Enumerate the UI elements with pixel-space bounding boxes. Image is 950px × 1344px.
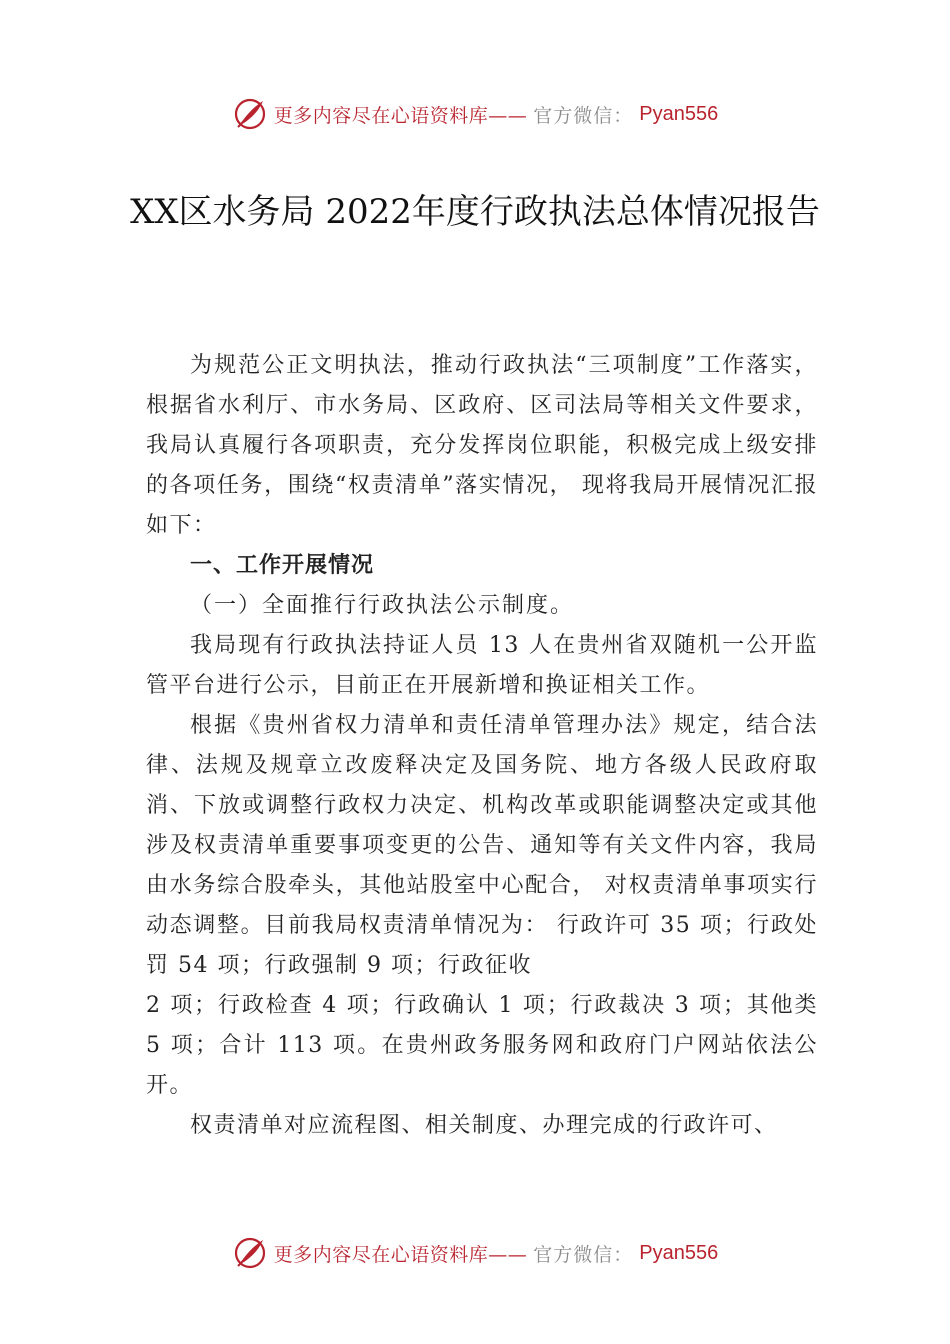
watermark-text: 更多内容尽在心语资料库—— [273,104,528,127]
watermark-wechat-label: 官方微信： [533,1243,634,1266]
footer-watermark [0,1233,950,1273]
watermark-wechat-id: Pyan556 [639,1241,719,1264]
document-body [146,346,818,1146]
watermark-text: 更多内容尽在心语资料库—— [273,1243,528,1266]
quill-pen-logo-icon [232,96,268,132]
quill-pen-logo-icon [232,1235,268,1271]
header-watermark [0,94,950,134]
intro-paragraph: 为规范公正文明执法，推动行政执法“三项制度”工作落实，根据省水利厅、市水务局、区政府、区司法局等相关文件要求，我局认真履行各项职责，充分发挥岗位职能，积极完成上级安排的各项任务，围绕“权责清单”落实情况， 现将我局开展情况汇报如下： [146,353,818,538]
document-title: XX区水务局 2022年度行政执法总体情况报告 [130,192,820,232]
watermark-wechat-id: Pyan556 [639,102,719,125]
body-paragraph-power-list-continued: 2 项；行政检查 4 项；行政确认 1 项；行政裁决 3 项；其他类 5 项；合计 113 项。在贵州政务服务网和政府门户网站依法公开。 [146,993,818,1098]
subsection-heading: （一）全面推行行政执法公示制度。 [190,593,575,618]
body-paragraph-personnel: 我局现有行政执法持证人员 13 人在贵州省双随机一公开监管平台进行公示，目前正在开展新增和换证相关工作。 [146,633,818,698]
body-paragraph-flowchart: 权责清单对应流程图、相关制度、办理完成的行政许可、 [190,1113,778,1138]
body-paragraph-power-list: 根据《贵州省权力清单和责任清单管理办法》规定，结合法律、法规及规章立改废释决定及国务院、地方各级人民政府取消、下放或调整行政权力决定、机构改革或职能调整决定或其他涉及权责清单重要事项变更的公告、通知等有关文件内容，我局由水务综合股牵头，其他站股室中心配合， 对权责清单事项实行动态调整。目前我局权责清单情况为： 行政许可 35 项；行政处罚 54 项；行政强制 9 项；行政征收 [146,713,818,978]
watermark-wechat-label: 官方微信： [533,104,634,127]
section-heading: 一、工作开展情况 [190,553,375,578]
